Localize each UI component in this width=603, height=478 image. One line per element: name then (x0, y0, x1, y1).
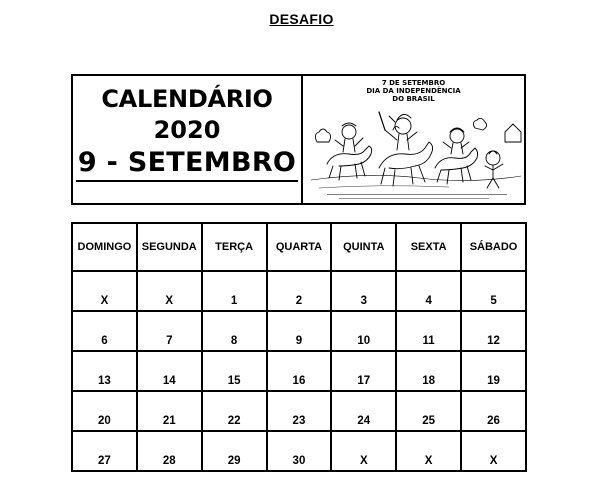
day-cell: 5 (461, 271, 526, 311)
day-cell: 22 (202, 391, 267, 431)
day-cell: 11 (396, 311, 461, 351)
weekday-header: QUARTA (267, 223, 332, 271)
calendar-title-block (73, 76, 303, 203)
day-cell: 19 (461, 351, 526, 391)
page-title: DESAFIO (269, 11, 334, 27)
day-cell: 16 (267, 351, 332, 391)
day-cell: 26 (461, 391, 526, 431)
week-row (72, 431, 526, 471)
day-cell: 25 (396, 391, 461, 431)
illustration-caption-line: DIA DA INDEPENDÊNCIA (366, 87, 461, 95)
day-cell: 12 (461, 311, 526, 351)
day-cell: 17 (331, 351, 396, 391)
illustration-caption-line: 7 DE SETEMBRO (381, 79, 446, 87)
day-cell: 29 (202, 431, 267, 471)
day-cell: 3 (331, 271, 396, 311)
day-cell: 6 (72, 311, 137, 351)
weekday-header: SEXTA (396, 223, 461, 271)
day-cell: 8 (202, 311, 267, 351)
day-cell: X (396, 431, 461, 471)
day-cell: 9 (267, 311, 332, 351)
weekday-header-row (72, 223, 526, 271)
day-cell: X (461, 431, 526, 471)
independence-day-illustration (303, 76, 524, 203)
day-cell: 7 (137, 311, 202, 351)
day-cell: 15 (202, 351, 267, 391)
day-cell: 14 (137, 351, 202, 391)
day-cell: X (137, 271, 202, 311)
calendar-month: 9 - SETEMBRO (76, 146, 298, 182)
day-cell: 30 (267, 431, 332, 471)
day-cell: X (72, 271, 137, 311)
weekday-header: DOMINGO (72, 223, 137, 271)
day-cell: 23 (267, 391, 332, 431)
calendar-title: CALENDÁRIO (101, 85, 273, 113)
day-cell: 18 (396, 351, 461, 391)
day-cell: 1 (202, 271, 267, 311)
week-row (72, 391, 526, 431)
calendar-year: 2020 (153, 116, 221, 144)
calendar-header (71, 74, 526, 205)
day-cell: 21 (137, 391, 202, 431)
horse-riders-drawing (309, 102, 524, 202)
day-cell: X (331, 431, 396, 471)
day-cell: 13 (72, 351, 137, 391)
week-row (72, 311, 526, 351)
weekday-header: QUINTA (331, 223, 396, 271)
day-cell: 2 (267, 271, 332, 311)
day-cell: 20 (72, 391, 137, 431)
day-cell: 24 (331, 391, 396, 431)
week-row (72, 351, 526, 391)
day-cell: 27 (72, 431, 137, 471)
illustration-caption-line: DO BRASIL (392, 95, 435, 103)
week-row (72, 271, 526, 311)
calendar-grid (71, 222, 527, 472)
day-cell: 28 (137, 431, 202, 471)
weekday-header: SEGUNDA (137, 223, 202, 271)
day-cell: 10 (331, 311, 396, 351)
illustration-caption (303, 79, 524, 103)
weekday-header: SÁBADO (461, 223, 526, 271)
weekday-header: TERÇA (202, 223, 267, 271)
day-cell: 4 (396, 271, 461, 311)
